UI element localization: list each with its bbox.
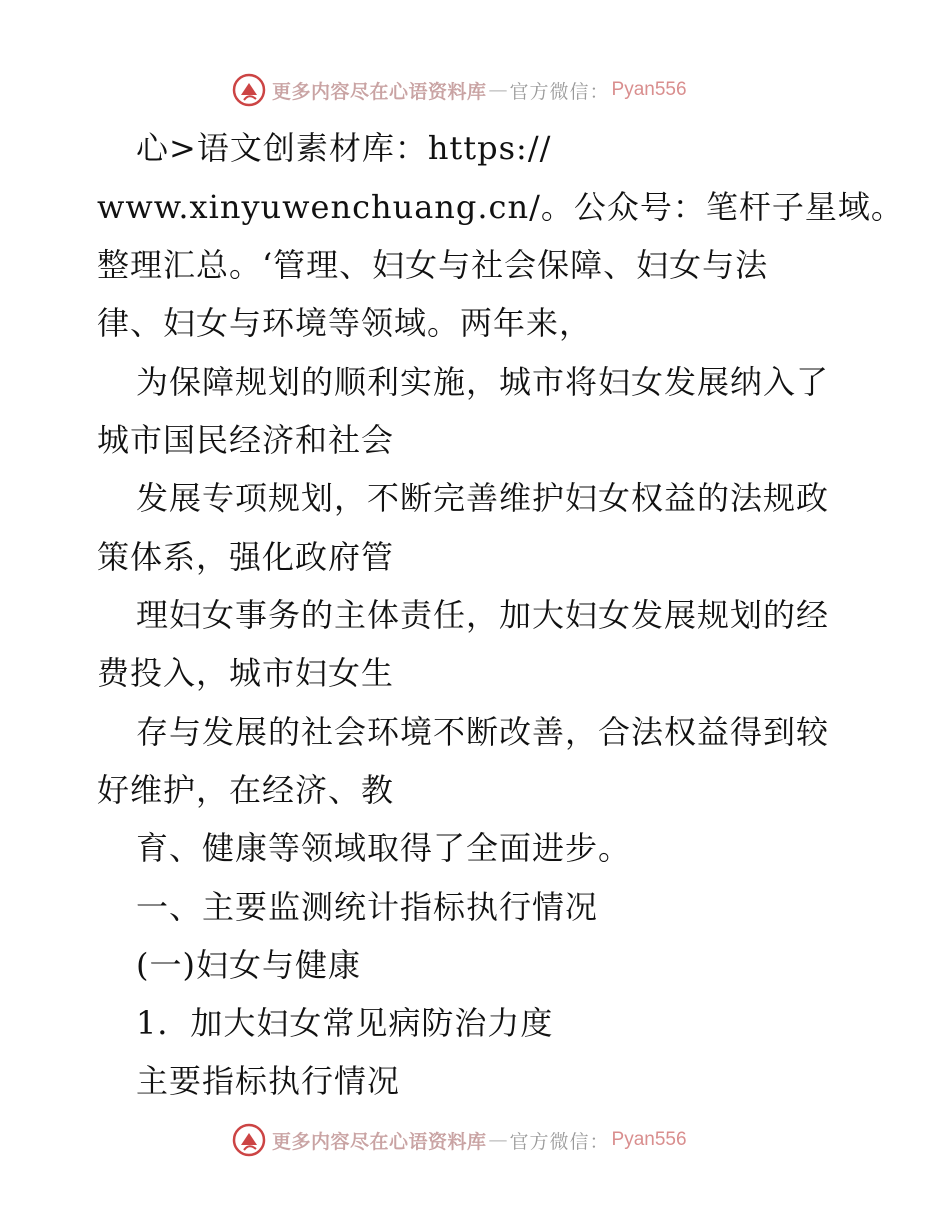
paragraph-line: 好维护，在经济、教: [97, 771, 395, 809]
brand-logo-icon: [232, 73, 266, 107]
subsection-heading: (一)妇女与健康: [136, 946, 361, 984]
paragraph-line: 策体系，强化政府管: [97, 538, 395, 576]
watermark-wechat-id: Pyan556: [611, 79, 687, 100]
watermark-sub-text: 官方微信：: [509, 80, 610, 103]
paragraph-line: 费投入，城市妇女生: [97, 654, 395, 692]
watermark-dash: —: [488, 1129, 508, 1151]
paragraph-line: 心>语文创素材库：https://: [136, 129, 552, 167]
paragraph-line: 发展专项规划，不断完善维护妇女权益的法规政: [136, 479, 830, 517]
paragraph-line: 为保障规划的顺利实施，城市将妇女发展纳入了: [136, 363, 830, 401]
paragraph-line: 整理汇总。‘管理、妇女与社会保障、妇女与法: [97, 246, 769, 284]
section-heading: 一、主要监测统计指标执行情况: [136, 888, 599, 926]
watermark-main-text: 更多内容尽在心语资料库: [272, 80, 487, 103]
paragraph-line: 存与发展的社会环境不断改善，合法权益得到较: [136, 713, 830, 751]
watermark-sub-text: 官方微信：: [509, 1130, 610, 1153]
paragraph-line: 律、妇女与环境等领域。两年来，: [97, 304, 593, 342]
item-heading: 1．加大妇女常见病防治力度: [136, 1004, 554, 1042]
watermark-main-text: 更多内容尽在心语资料库: [272, 1130, 487, 1153]
brand-logo-icon: [232, 1123, 266, 1157]
paragraph-line: 城市国民经济和社会: [97, 421, 395, 459]
header-watermark: [232, 72, 687, 108]
paragraph-line: 主要指标执行情况: [136, 1062, 401, 1100]
paragraph-line: 育、健康等领域取得了全面进步。: [136, 829, 632, 867]
watermark-dash: —: [488, 79, 508, 101]
footer-watermark: [232, 1122, 687, 1158]
watermark-wechat-id: Pyan556: [611, 1129, 687, 1150]
paragraph-line: 理妇女事务的主体责任，加大妇女发展规划的经: [136, 596, 830, 634]
paragraph-line: www.xinyuwenchuang.cn/。公众号：笔杆子星域。: [97, 188, 904, 226]
